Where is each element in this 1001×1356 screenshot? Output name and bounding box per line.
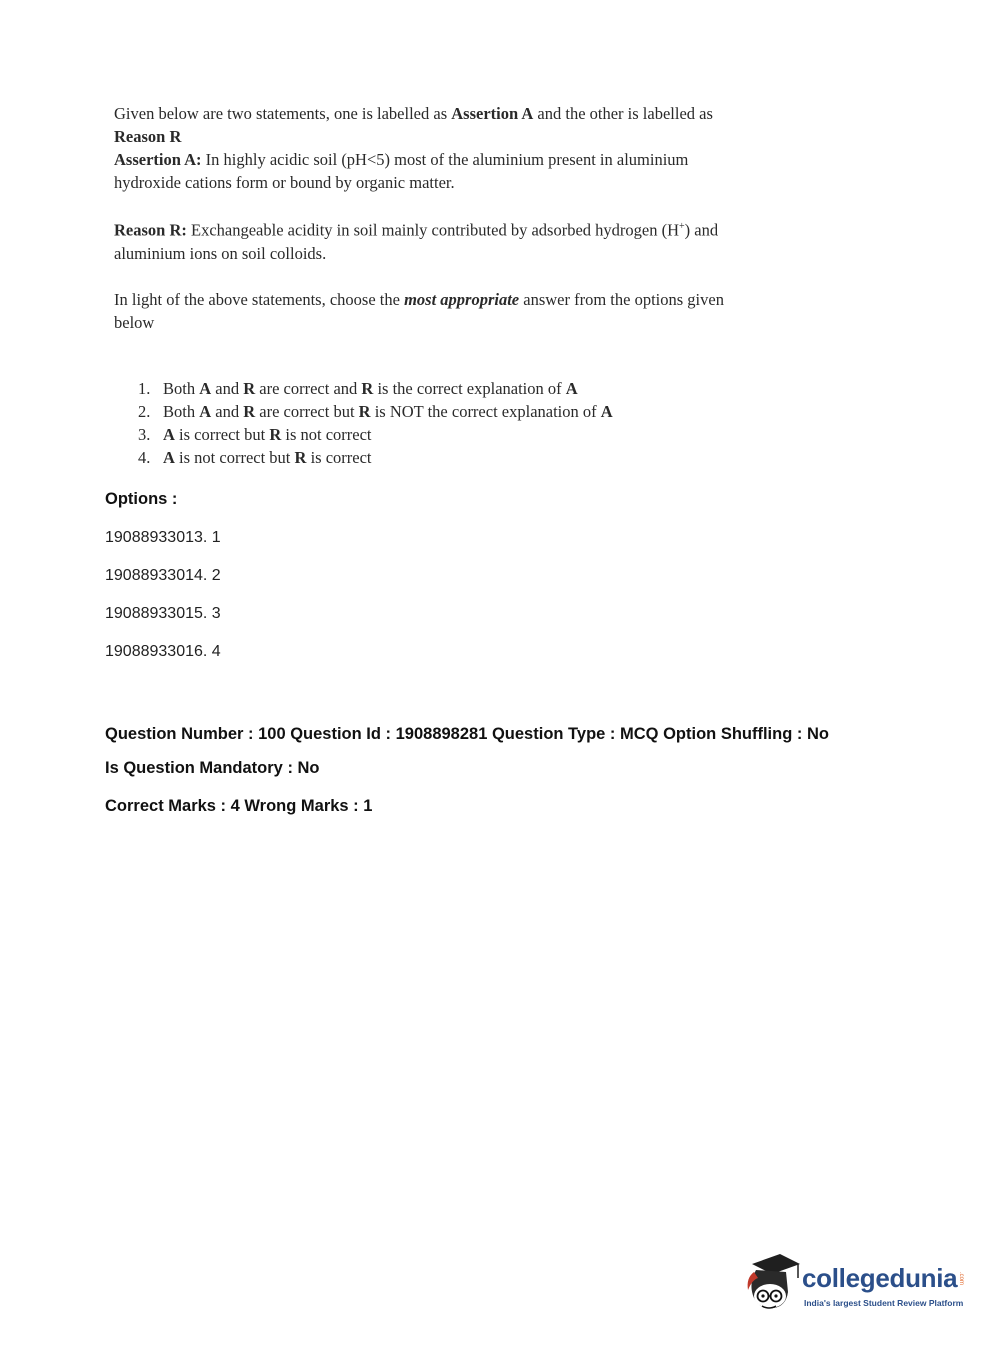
- reason-text-end: ) and aluminium ions on soil colloids.: [114, 220, 719, 263]
- option-item: 19088933015. 3: [105, 605, 221, 622]
- question-meta-line: Question Number : 100 Question Id : 1908898281 Question Type : MCQ Option Shuffling : No: [105, 725, 829, 743]
- option-item: 19088933013. 1: [105, 529, 221, 546]
- question-marks-line: Correct Marks : 4 Wrong Marks : 1: [105, 797, 373, 815]
- option-item: 19088933016. 4: [105, 643, 221, 660]
- collegedunia-logo: [742, 1250, 972, 1322]
- instruction-emphasis: most appropriate: [404, 289, 520, 309]
- question-mandatory-line: Is Question Mandatory : No: [105, 759, 320, 777]
- answer-choices-list: [138, 377, 613, 469]
- instruction-paragraph: [114, 288, 734, 334]
- logo-com: .com: [958, 1272, 964, 1286]
- assertion-label: Assertion A:: [114, 150, 202, 169]
- answer-choice: [138, 377, 613, 400]
- logo-wordmark: collegedunia: [802, 1263, 958, 1293]
- assertion-paragraph: [114, 148, 734, 194]
- intro-reason-label: Reason R: [114, 127, 182, 146]
- reason-text: Exchangeable acidity in soil mainly contributed by adsorbed hydrogen (H: [186, 220, 679, 240]
- mascot-icon: [742, 1250, 802, 1322]
- answer-choice-number: 3.: [138, 425, 151, 444]
- logo-tagline: India's largest Student Review Platform: [804, 1298, 964, 1308]
- instruction-text: In light of the above statements, choose the: [114, 289, 405, 309]
- option-item: 19088933014. 2: [105, 567, 221, 584]
- question-statement: [114, 102, 734, 334]
- reason-superscript: +: [679, 221, 685, 232]
- reason-label: Reason R:: [114, 220, 187, 240]
- answer-choice-text: Both A and R are correct but R is NOT the correct explanation of A: [163, 402, 613, 421]
- answer-choice-number: 2.: [138, 402, 151, 421]
- answer-choice-number: 1.: [138, 379, 151, 398]
- answer-choice: [138, 400, 613, 423]
- answer-choice: [138, 446, 613, 469]
- intro-text-mid: and the other is labelled as: [533, 104, 713, 123]
- assertion-text: In highly acidic soil (pH<5) most of the aluminium present in aluminium hydroxide cations form or bound by organic matter.: [114, 150, 689, 192]
- answer-choice-text: A is not correct but R is correct: [163, 448, 372, 467]
- answer-choice-text: A is correct but R is not correct: [163, 425, 372, 444]
- answer-choice-text: Both A and R are correct and R is the correct explanation of A: [163, 379, 578, 398]
- intro-assertion-label: Assertion A: [451, 104, 534, 123]
- instruction-text-end: answer from the options given below: [114, 289, 724, 332]
- options-heading: Options :: [105, 490, 178, 508]
- reason-paragraph: [114, 215, 734, 265]
- intro-line: [114, 102, 734, 125]
- answer-choice: [138, 423, 613, 446]
- answer-choice-number: 4.: [138, 448, 151, 467]
- intro-text: Given below are two statements, one is labelled as: [114, 104, 452, 123]
